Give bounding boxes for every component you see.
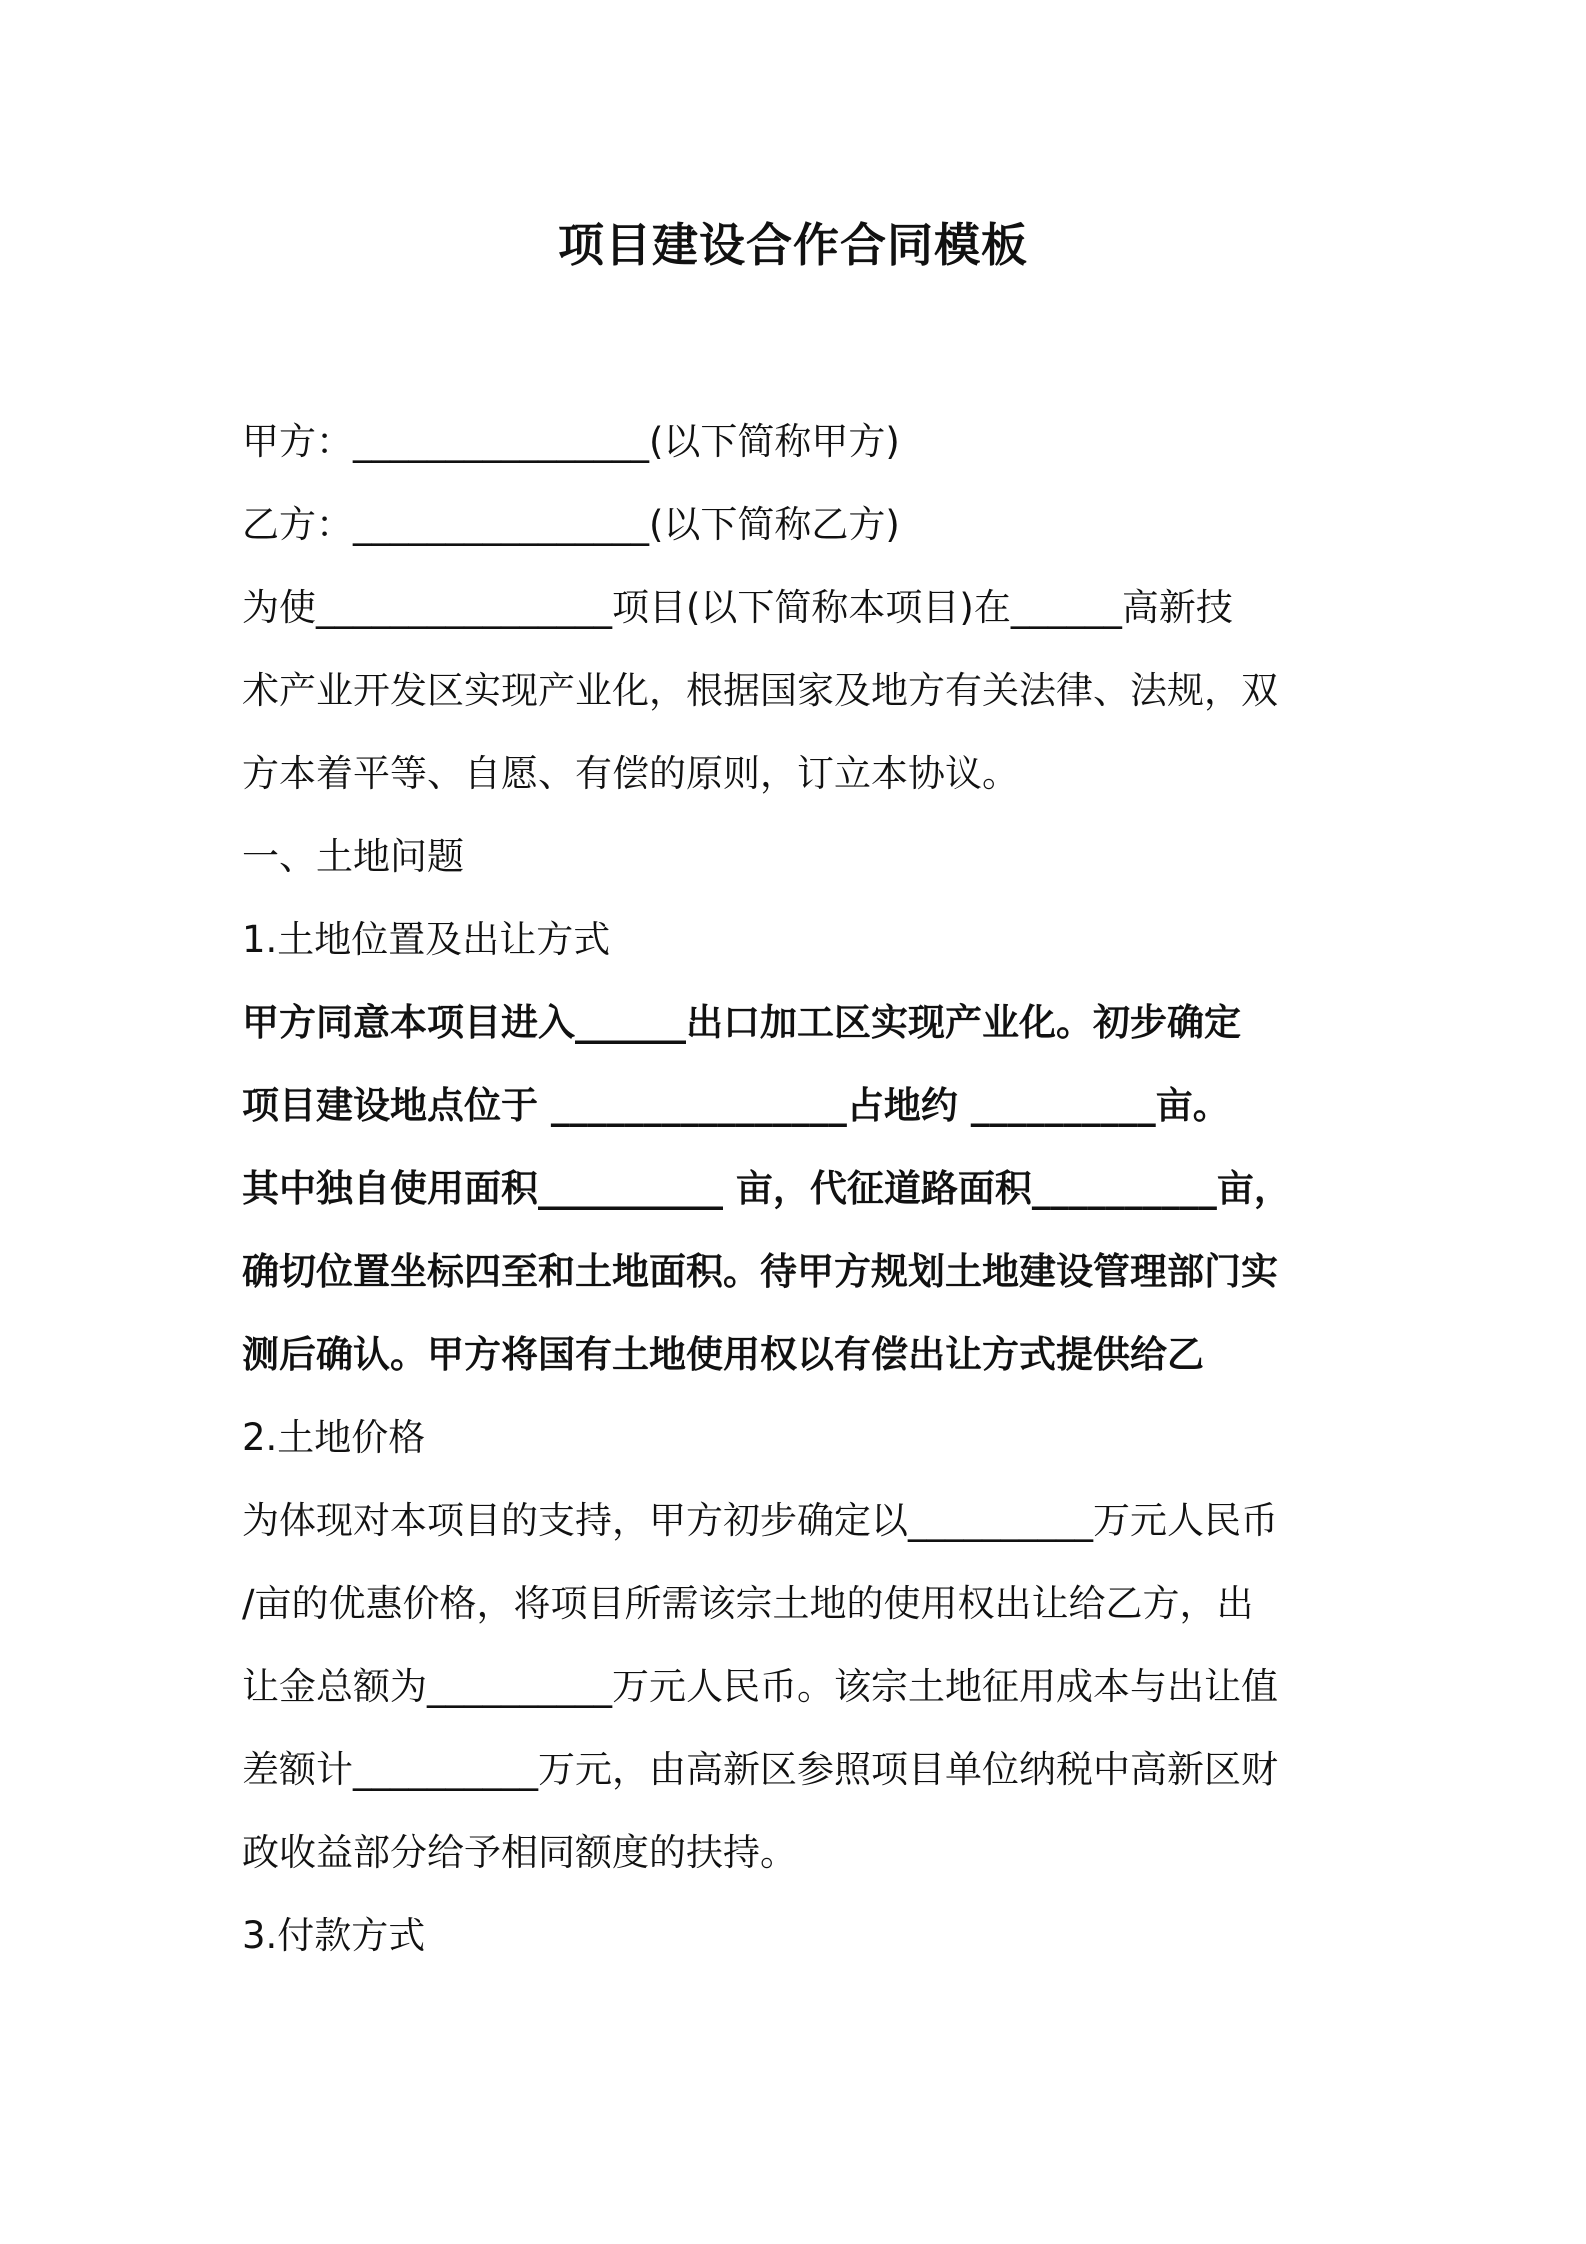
document-title: 项目建设合作合同模板 xyxy=(558,218,1028,272)
document-body xyxy=(242,400,1362,1977)
land-location-line-1: 甲方同意本项目进入______出口加工区实现产业化。初步确定 xyxy=(242,1001,1241,1044)
party-a-line: 甲方：________________(以下简称甲方) xyxy=(242,420,900,463)
land-price-line-4: 差额计__________万元，由高新区参照项目单位纳税中高新区财 xyxy=(242,1748,1278,1791)
land-price-line-1: 为体现对本项目的支持，甲方初步确定以__________万元人民币 xyxy=(242,1499,1278,1542)
land-price-line-2: /亩的优惠价格，将项目所需该宗土地的使用权出让给乙方，出 xyxy=(242,1582,1254,1625)
land-price-line-3: 让金总额为__________万元人民币。该宗土地征用成本与出让值 xyxy=(242,1665,1278,1708)
subheading-land-price: 2.土地价格 xyxy=(242,1416,426,1459)
party-b-line: 乙方：________________(以下简称乙方) xyxy=(242,503,900,546)
preamble-line-1: 为使________________项目(以下简称本项目)在______高新技 xyxy=(242,586,1233,629)
section-heading-land: 一、土地问题 xyxy=(242,835,464,878)
land-location-line-3: 其中独自使用面积__________ 亩，代征道路面积__________亩， xyxy=(242,1167,1291,1210)
preamble-line-2: 术产业开发区实现产业化，根据国家及地方有关法律、法规，双 xyxy=(242,669,1278,712)
subheading-payment-method: 3.付款方式 xyxy=(242,1914,426,1957)
preamble-line-3: 方本着平等、自愿、有偿的原则，订立本协议。 xyxy=(242,752,1019,795)
land-location-line-4: 确切位置坐标四至和土地面积。待甲方规划土地建设管理部门实 xyxy=(242,1250,1278,1293)
land-price-line-5: 政收益部分给予相同额度的扶持。 xyxy=(242,1831,797,1874)
land-location-line-5: 测后确认。甲方将国有土地使用权以有偿出让方式提供给乙 xyxy=(242,1333,1204,1376)
land-location-line-2: 项目建设地点位于 ________________占地约 __________亩。 xyxy=(242,1084,1230,1127)
subheading-land-location: 1.土地位置及出让方式 xyxy=(242,918,611,961)
